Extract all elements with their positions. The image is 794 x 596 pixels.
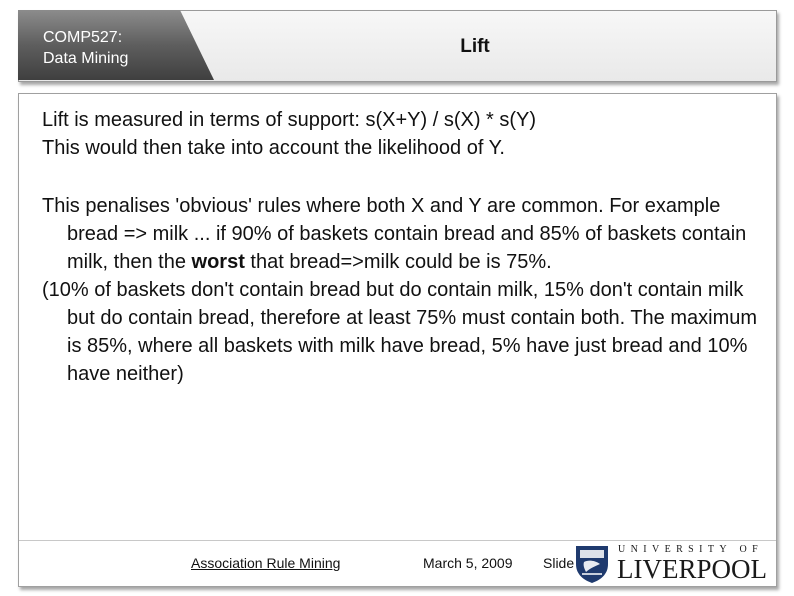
- course-code: COMP527:: [43, 29, 123, 46]
- footer-date: March 5, 2009: [423, 555, 513, 571]
- footer-link-association-rule-mining[interactable]: Association Rule Mining: [191, 555, 341, 571]
- course-tab: [18, 10, 214, 80]
- logo-top-text: UNIVERSITY OF: [618, 544, 764, 555]
- worst-emphasis: worst: [191, 251, 245, 273]
- content-box: [18, 93, 777, 587]
- slide-title: Lift: [460, 36, 490, 57]
- university-logo: [574, 544, 770, 584]
- obvious-rules-text-end: that bread=>milk could be is 75%.: [244, 251, 552, 273]
- obvious-rules-paragraph: [42, 192, 762, 276]
- lift-likelihood: This would then take into account the likelihood of Y.: [42, 137, 505, 159]
- explanation-paragraph: (10% of baskets don't contain bread but do contain milk, 15% don't contain milk but do contain bread, therefore at least 75% must contain both. The maximum is 85%, where all baskets with milk have bread, 5% have just bread and 10% have neither): [42, 279, 758, 385]
- footer-slide-label: Slide: [543, 555, 575, 571]
- lift-definition: Lift is measured in terms of support: s(X+Y) / s(X) * s(Y): [42, 109, 537, 131]
- body-text: [42, 106, 762, 388]
- crest-icon: [574, 544, 610, 584]
- obvious-rules-text: This penalises 'obvious' rules where both X and Y are common. For example bread => milk ... if 90% of baskets contain bread and 85% of baskets contain milk, then the: [42, 195, 747, 273]
- course-name: Data Mining: [43, 50, 129, 67]
- logo-main-text: LIVERPOOL: [617, 554, 767, 584]
- footer-divider: [19, 540, 776, 541]
